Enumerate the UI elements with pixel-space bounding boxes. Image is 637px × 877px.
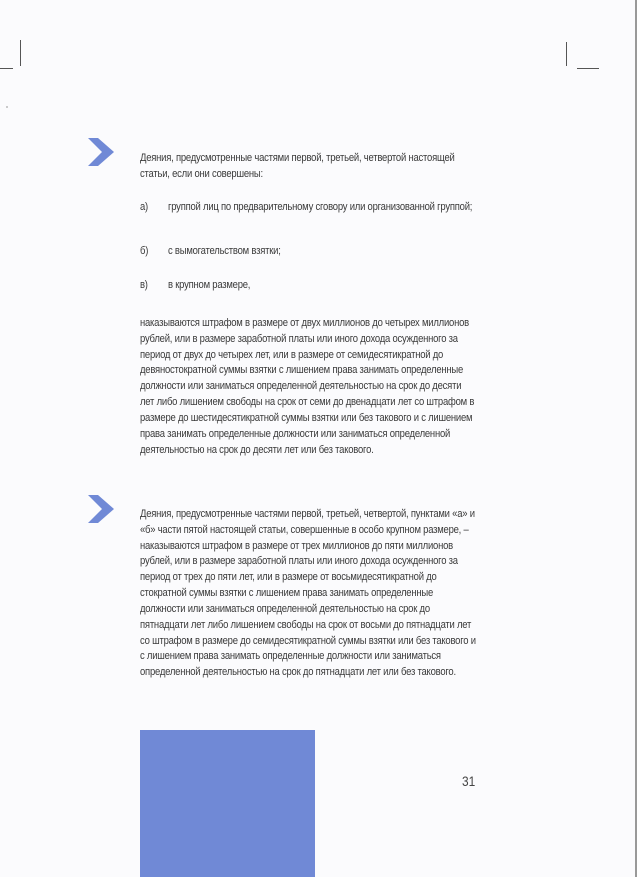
crop-mark-top-right-horizontal <box>577 68 599 69</box>
scan-speck <box>6 106 8 108</box>
chevron-right-icon <box>88 493 114 525</box>
decorative-color-block <box>140 730 315 877</box>
crop-mark-top-right-vertical <box>566 42 567 66</box>
page-number: 31 <box>462 773 476 789</box>
section-1-penalty: наказываются штрафом в размере от двух миллионов до четырех миллионов рублей, или в размере заработной платы или иного дохода осужденного за период от двух до четырех лет, или в размере от семидесятикратной до девяностократной суммы взятки с лишением права занимать определенные должности или заниматься определенной деятельностью на срок до десяти лет либо лишением свободы на срок от семи до двенадцати лет со штрафом в размере до шестидесятикратной суммы взятки или без такового и с лишением права занимать определенные должности или заниматься определенной деятельностью на срок до десяти лет или без такового. <box>140 317 475 456</box>
list-marker: б) <box>140 245 149 257</box>
crop-mark-top-left-vertical <box>20 40 21 66</box>
chevron-right-icon <box>88 136 114 168</box>
crop-mark-top-left-horizontal <box>0 68 13 69</box>
section-1-intro: Деяния, предусмотренные частями первой, третьей, четвертой настоящей статьи, если они совершены: <box>140 152 455 180</box>
list-text: с вымогательством взятки; <box>168 245 281 257</box>
section-2-text: Деяния, предусмотренные частями первой, третьей, четвертой, пунктами «а» и «б» части пятой настоящей статьи, совершенные в особо крупном размере, – наказываются штрафом в размере от трех миллионов до пяти миллионов рублей, или в размере заработной платы или иного дохода осужденного за период от трех до пяти лет, или в размере от восьмидесятикратной до стократной суммы взятки с лишением права занимать определенные должности или заниматься определенной деятельностью на срок до пятнадцати лет либо лишением свободы на срок от восьми до пятнадцати лет со штрафом в размере до семидесятикратной суммы взятки или без такового и с лишением права занимать определенные должности или заниматься определенной деятельностью на срок до пятнадцати лет или без такового. <box>140 508 476 679</box>
list-marker: в) <box>140 279 148 291</box>
list-marker: а) <box>140 201 148 213</box>
list-text: группой лиц по предварительному сговору или организованной группой; <box>168 201 473 213</box>
list-text: в крупном размере, <box>168 279 251 291</box>
